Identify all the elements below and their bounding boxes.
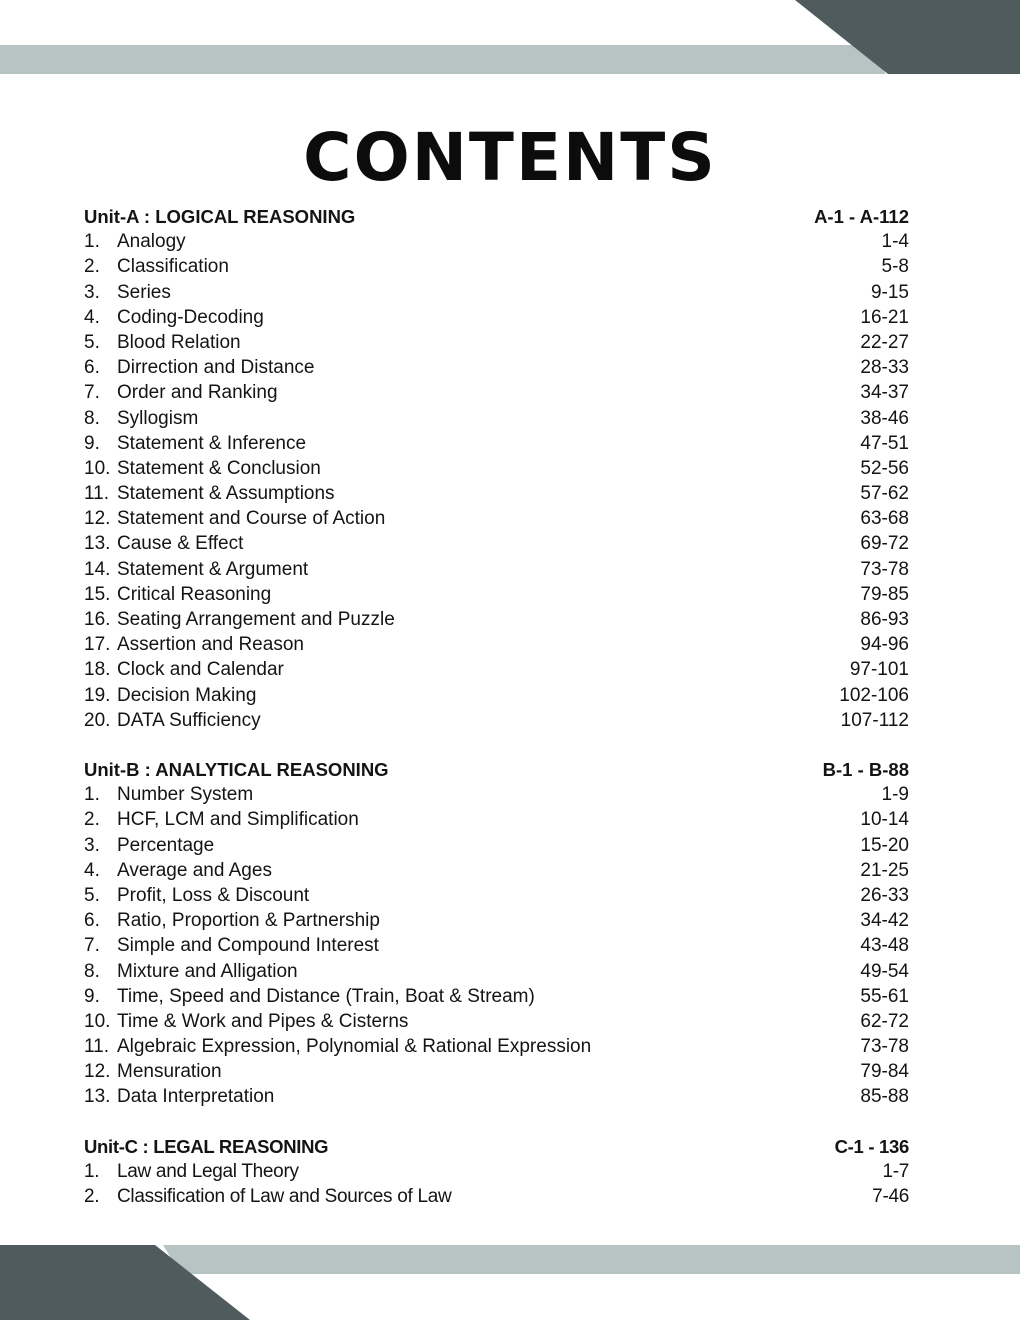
unit-title: Unit-C : LEGAL REASONING xyxy=(84,1136,329,1157)
chapter-pages: 34-37 xyxy=(860,382,909,404)
chapter-pages: 10-14 xyxy=(860,809,909,831)
chapter-pages: 38-46 xyxy=(860,407,909,429)
chapter-title: Algebraic Expression, Polynomial & Rational Expression xyxy=(117,1036,592,1058)
chapter-number: 16. xyxy=(84,609,111,630)
chapter-title: Mensuration xyxy=(117,1061,222,1083)
chapter-pages: 43-48 xyxy=(860,935,909,957)
toc-entry xyxy=(84,481,909,506)
chapter-pages: 16-21 xyxy=(860,306,909,328)
chapter-pages: 47-51 xyxy=(860,432,909,454)
toc-entry xyxy=(84,708,909,733)
toc-entry xyxy=(84,506,909,531)
chapter-title: Classification of Law and Sources of Law xyxy=(117,1186,452,1208)
chapter-title: Simple and Compound Interest xyxy=(117,935,379,957)
chapter-number: 9. xyxy=(84,432,100,454)
chapter-title: Critical Reasoning xyxy=(117,583,272,605)
toc-entry xyxy=(84,1084,909,1109)
chapter-pages: 97-101 xyxy=(849,659,909,681)
chapter-number: 3. xyxy=(84,834,100,856)
chapter-title: Seating Arrangement and Puzzle xyxy=(117,609,395,630)
toc-entry xyxy=(84,607,909,632)
chapter-pages: 9-15 xyxy=(870,281,909,303)
chapter-title: Average and Ages xyxy=(117,859,272,881)
unit-c-section xyxy=(84,1134,909,1210)
chapter-number: 2. xyxy=(84,809,100,831)
chapter-number: 6. xyxy=(84,910,100,932)
toc-entry xyxy=(84,456,909,481)
chapter-pages: 22-27 xyxy=(860,331,909,353)
chapter-title: Syllogism xyxy=(117,407,199,429)
toc-entry xyxy=(84,1034,909,1059)
toc-entry xyxy=(84,531,909,556)
chapter-number: 14. xyxy=(84,558,111,580)
chapter-number: 6. xyxy=(84,357,100,379)
toc-entry xyxy=(84,330,909,355)
chapter-title: Time & Work and Pipes & Cisterns xyxy=(117,1010,409,1032)
chapter-pages: 26-33 xyxy=(860,884,909,906)
chapter-number: 4. xyxy=(84,306,100,328)
toc-entry xyxy=(84,280,909,305)
chapter-number: 12. xyxy=(84,508,111,530)
chapter-pages: 107-112 xyxy=(840,709,909,731)
chapter-title: Statement & Inference xyxy=(117,432,307,454)
chapter-number: 8. xyxy=(84,960,100,982)
chapter-title: Blood Relation xyxy=(117,331,241,353)
chapter-pages: 69-72 xyxy=(860,533,909,555)
chapter-number: 1. xyxy=(84,784,100,806)
chapter-number: 11. xyxy=(84,1036,110,1058)
chapter-title: Statement & Argument xyxy=(117,558,309,580)
chapter-number: 2. xyxy=(84,256,100,278)
chapter-number: 3. xyxy=(84,281,100,303)
chapter-title: Series xyxy=(117,281,171,303)
chapter-title: Statement and Course of Action xyxy=(117,508,386,530)
toc-entry xyxy=(84,1059,909,1084)
chapter-title: Profit, Loss & Discount xyxy=(117,884,310,906)
chapter-number: 20. xyxy=(84,709,111,731)
chapter-pages: 73-78 xyxy=(860,558,909,580)
chapter-number: 13. xyxy=(84,1086,111,1108)
toc-entry xyxy=(84,1184,909,1209)
toc-entry xyxy=(84,582,909,607)
chapter-title: Assertion and Reason xyxy=(117,634,304,656)
chapter-title: Statement & Conclusion xyxy=(117,457,321,479)
chapter-title: Ratio, Proportion & Partnership xyxy=(117,910,380,932)
chapter-number: 15. xyxy=(84,583,111,605)
chapter-pages: 85-88 xyxy=(860,1086,909,1108)
chapter-number: 18. xyxy=(84,659,111,681)
chapter-number: 10. xyxy=(84,1010,111,1032)
chapter-title: Number System xyxy=(117,784,254,806)
chapter-pages: 1-9 xyxy=(881,784,909,806)
chapter-pages: 28-33 xyxy=(860,357,909,379)
toc-entry xyxy=(84,406,909,431)
unit-heading xyxy=(84,204,909,229)
unit-b-section xyxy=(84,757,909,1110)
chapter-pages: 15-20 xyxy=(860,834,909,856)
chapter-title: DATA Sufficiency xyxy=(117,709,261,731)
chapter-title: Order and Ranking xyxy=(117,382,278,404)
chapter-title: Dirrection and Distance xyxy=(117,357,315,379)
toc-entry xyxy=(84,1009,909,1034)
chapter-title: Law and Legal Theory xyxy=(117,1161,299,1183)
toc-entry xyxy=(84,305,909,330)
chapter-number: 1. xyxy=(84,231,100,253)
toc-entry xyxy=(84,557,909,582)
toc-entry xyxy=(84,355,909,380)
chapter-number: 2. xyxy=(84,1186,100,1208)
chapter-number: 19. xyxy=(84,684,111,706)
chapter-title: Classification xyxy=(117,256,229,278)
unit-title: Unit-B : ANALYTICAL REASONING xyxy=(84,759,389,780)
bottom-light-band xyxy=(163,1245,1020,1274)
chapter-pages: 49-54 xyxy=(860,960,909,982)
chapter-title: Coding-Decoding xyxy=(117,306,264,328)
chapter-pages: 102-106 xyxy=(839,684,909,706)
unit-title: Unit-A : LOGICAL REASONING xyxy=(84,206,356,227)
unit-heading xyxy=(84,757,909,782)
toc-entry xyxy=(84,632,909,657)
chapter-title: Time, Speed and Distance (Train, Boat & Stream) xyxy=(117,985,535,1007)
chapter-title: Statement & Assumptions xyxy=(117,483,335,505)
toc-entry xyxy=(84,782,909,807)
chapter-title: Clock and Calendar xyxy=(117,659,284,681)
chapter-number: 8. xyxy=(84,407,100,429)
unit-pages: C-1 - 136 xyxy=(834,1136,909,1157)
chapter-pages: 52-56 xyxy=(860,457,909,479)
chapter-number: 7. xyxy=(84,382,100,404)
toc-entry xyxy=(84,431,909,456)
page-title: CONTENTS xyxy=(303,119,717,196)
toc-entry xyxy=(84,1159,909,1184)
chapter-pages: 79-84 xyxy=(860,1061,909,1083)
chapter-title: Mixture and Alligation xyxy=(117,960,298,982)
toc-entry xyxy=(84,984,909,1009)
chapter-number: 5. xyxy=(84,331,100,353)
chapter-pages: 1-4 xyxy=(881,231,909,253)
toc-entry xyxy=(84,959,909,984)
toc-entry xyxy=(84,807,909,832)
chapter-pages: 21-25 xyxy=(860,859,909,881)
chapter-pages: 57-62 xyxy=(860,483,909,505)
chapter-title: HCF, LCM and Simplification xyxy=(117,809,359,831)
top-light-band xyxy=(0,45,886,74)
chapter-number: 1. xyxy=(84,1161,100,1183)
chapter-number: 7. xyxy=(84,935,100,957)
chapter-pages: 62-72 xyxy=(860,1010,909,1032)
toc-entry xyxy=(84,683,909,708)
toc-entry xyxy=(84,933,909,958)
chapter-pages: 55-61 xyxy=(860,985,909,1007)
chapter-pages: 1-7 xyxy=(882,1161,909,1183)
chapter-number: 9. xyxy=(84,985,100,1007)
unit-heading xyxy=(84,1134,909,1159)
chapter-title: Decision Making xyxy=(117,684,257,706)
chapter-pages: 94-96 xyxy=(860,634,909,656)
unit-a-section xyxy=(84,204,909,733)
chapter-pages: 34-42 xyxy=(860,910,909,932)
chapter-number: 11. xyxy=(84,483,110,505)
toc-entry xyxy=(84,858,909,883)
toc-entry xyxy=(84,657,909,682)
chapter-pages: 73-78 xyxy=(860,1036,909,1058)
chapter-title: Analogy xyxy=(117,231,186,253)
chapter-pages: 63-68 xyxy=(860,508,909,530)
toc-entry xyxy=(84,883,909,908)
unit-pages: A-1 - A-112 xyxy=(814,206,909,227)
chapter-pages: 79-85 xyxy=(860,583,909,605)
chapter-number: 17. xyxy=(84,634,111,656)
chapter-title: Percentage xyxy=(117,834,215,856)
chapter-number: 5. xyxy=(84,884,100,906)
chapter-pages: 7-46 xyxy=(872,1186,909,1208)
toc-entry xyxy=(84,833,909,858)
chapter-pages: 86-93 xyxy=(860,609,909,630)
chapter-title: Cause & Effect xyxy=(117,533,244,555)
unit-pages: B-1 - B-88 xyxy=(822,759,909,780)
chapter-number: 13. xyxy=(84,533,111,555)
toc-entry xyxy=(84,254,909,279)
chapter-number: 10. xyxy=(84,457,111,479)
chapter-number: 4. xyxy=(84,859,100,881)
chapter-pages: 5-8 xyxy=(881,256,909,278)
toc-entry xyxy=(84,908,909,933)
chapter-number: 12. xyxy=(84,1061,111,1083)
chapter-title: Data Interpretation xyxy=(117,1086,275,1108)
toc-entry xyxy=(84,380,909,405)
toc-entry xyxy=(84,229,909,254)
